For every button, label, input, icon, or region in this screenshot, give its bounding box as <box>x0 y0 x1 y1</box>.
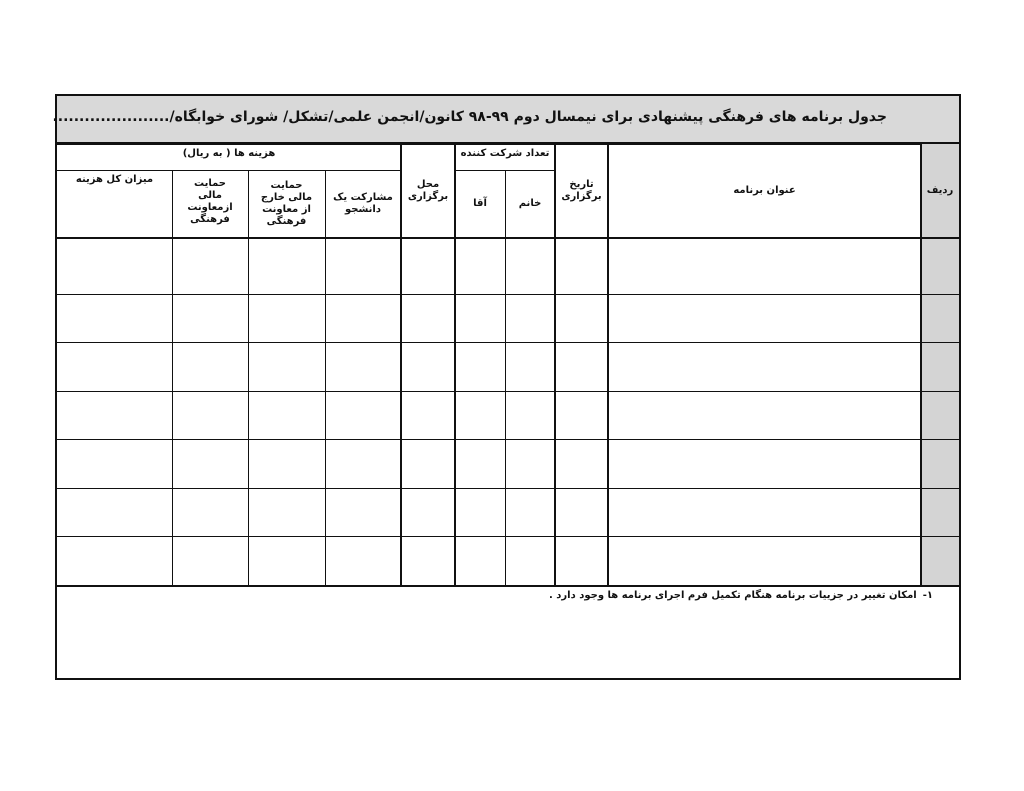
header-male: آقا <box>473 197 487 209</box>
header-date: تاریخ برگزاری <box>561 178 602 202</box>
header-radif: ردیف <box>926 184 954 196</box>
column-rule <box>505 170 506 586</box>
footnote-text: امکان تغییر در جزییات برنامه هنگام تکمیل فرم اجرای برنامه ها وجود دارد . <box>549 590 917 601</box>
rule <box>57 144 921 145</box>
header-participants: تعداد شرکت کننده <box>460 148 550 159</box>
header-venue: محل برگزاری <box>407 178 449 202</box>
rule <box>57 170 401 171</box>
cultural-programs-form <box>52 94 961 680</box>
header-deputy-support: حمایت مالی ازمعاونت فرهنگی <box>187 178 233 225</box>
header-program-title: عنوان برنامه <box>733 184 796 196</box>
column-rule <box>920 144 922 586</box>
column-rule <box>400 144 402 586</box>
header-external-support: حمایت مالی خارج از معاونت فرهنگی <box>260 179 313 227</box>
column-rule <box>325 170 326 586</box>
column-rule <box>454 144 456 586</box>
column-rule <box>607 144 609 586</box>
form-title: جدول برنامه های فرهنگی پیشنهادی برای نیمسال دوم ۹۹-۹۸ کانون/انجمن علمی/تشکل/ شورای خوابگاه/...................... <box>52 109 887 125</box>
row-rule <box>57 488 959 489</box>
row-rule <box>57 342 959 343</box>
footnote-number: ۱- <box>922 590 933 601</box>
footnote <box>549 590 933 601</box>
header-costs: هزینه ها ( به ریال) <box>182 148 276 159</box>
header-total-cost: میزان کل هزینه <box>75 174 154 185</box>
header-female: خانم <box>518 197 542 209</box>
column-rule <box>248 170 249 586</box>
row-rule <box>57 391 959 392</box>
column-rule <box>554 144 556 586</box>
programs-table <box>57 96 959 678</box>
header-bottom-rule <box>57 237 959 239</box>
row-rule <box>57 439 959 440</box>
header-student-share: مشارکت یک دانشجو <box>333 191 393 215</box>
column-rule <box>172 170 173 586</box>
row-rule <box>57 294 959 295</box>
table-bottom-rule <box>57 585 959 587</box>
row-rule <box>57 536 959 537</box>
